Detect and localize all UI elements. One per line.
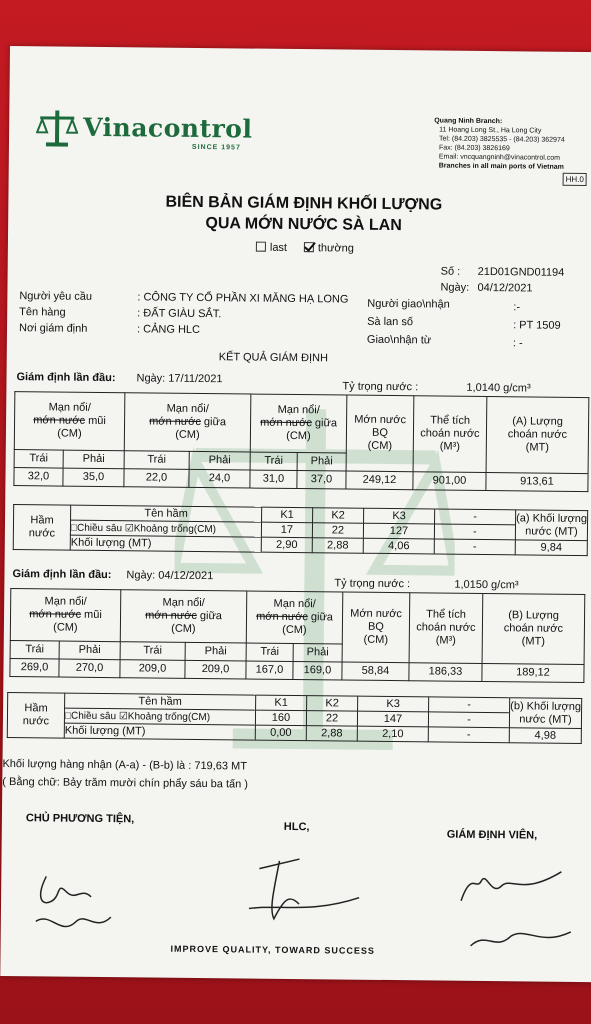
s1-left: Trái (124, 451, 189, 470)
tank2-k2: K2 (307, 696, 358, 712)
survey1-table (13, 391, 589, 492)
s1-value: 249,12 (346, 471, 413, 490)
tank1-mass: 2,90 (261, 537, 312, 553)
survey-place-value: : CẢNG HLC (136, 323, 201, 337)
s2-head-displacement: (B) Lượng choán nước (MT) (482, 593, 585, 664)
tank1-mass: 2,88 (312, 538, 363, 554)
option-last: last (256, 242, 287, 254)
survey1-heading: Giám định lần đầu: (16, 371, 116, 385)
tank2-depth-label: □Chiều sâu ☑Khoảng trống(CM) (64, 708, 255, 725)
s2-value: 209,0 (120, 660, 185, 679)
s2-head-bow: Mạn nổi/ mớn nước mũi (CM) (10, 589, 121, 642)
s1-value: 32,0 (14, 468, 63, 487)
s1-right: Phải (297, 453, 346, 472)
tank2-k3: K3 (358, 696, 429, 712)
s1-value: 901,00 (413, 472, 486, 491)
sign-owner-label: CHỦ PHƯƠNG TIỆN, (25, 812, 135, 826)
s2-value: 167,0 (246, 661, 293, 679)
tank2-result-label: (b) Khối lượng nước (MT) (509, 698, 581, 729)
owner-signature-icon (21, 866, 132, 947)
s2-right: Phải (59, 641, 120, 660)
branch-email: Email: vncquangninh@vinacontrol.com (438, 153, 561, 162)
vinacontrol-scales-icon (36, 108, 78, 148)
option-thuong: thường (304, 242, 354, 255)
tank2-depth: 22 (306, 711, 357, 727)
tank1-k1: K1 (262, 507, 313, 523)
tank1-tenham: Tên hầm (71, 505, 262, 522)
s2-right: Phải (293, 643, 342, 662)
tank1-result-label: (a) Khối lượng nước (MT) (515, 510, 587, 541)
tank2-result: 4,98 (509, 728, 581, 744)
survey1-date: Ngày: 17/11/2021 (136, 372, 223, 386)
branch-name: Quang Ninh Branch: (434, 117, 503, 126)
tank1-depth: 127 (363, 523, 434, 539)
s2-head-mean: Mớn nước BQ (CM) (342, 592, 410, 663)
document-page (0, 46, 591, 982)
s1-left: Trái (14, 450, 63, 469)
s2-value: 270,0 (59, 659, 120, 678)
tank2-mass: - (428, 727, 509, 743)
s2-right: Phải (185, 642, 246, 661)
sign-hlc-label: HLC, (283, 820, 310, 834)
s2-value: 169,0 (293, 661, 342, 680)
delivered-from-value: : - (512, 337, 523, 350)
document-title: BIÊN BẢN GIÁM ĐỊNH KHỐI LƯỢNG (165, 193, 443, 214)
last-checkbox[interactable] (256, 242, 266, 252)
requester-value: : CÔNG TY CỔ PHẦN XI MĂNG HẠ LONG (137, 291, 349, 306)
hlc-signature-icon (239, 848, 370, 929)
s1-value: 35,0 (63, 468, 124, 487)
tank2-ham: Hầm nước (7, 693, 64, 739)
s1-head-bow: Mạn nổi/ mớn nước mũi (CM) (14, 392, 125, 451)
s1-left: Trái (250, 452, 297, 470)
sign-surveyor-label: GIÁM ĐỊNH VIÊN, (446, 828, 538, 842)
form-code: HH.0 (563, 173, 587, 186)
survey2-density: 1,0150 g/cm³ (454, 578, 519, 592)
tank1-depth-label: □Chiều sâu ☑Khoảng trống(CM) (70, 520, 261, 537)
document-subtitle: QUA MỚN NƯỚC SÀ LAN (205, 215, 402, 235)
s2-head-mid: Mạn nổi/ mớn nước giữa (CM) (120, 590, 247, 643)
s1-head-mid: Mạn nổi/ mớn nước giữa (CM) (124, 393, 251, 452)
tank1-table: Hầm nước Tên hầm K1 K2 K3 - (a) Khối lượng nước (MT) □Chiều sâu ☑Khoảng trống(CM) 17 22 127 - Khối lượng (MT) 2,90 2,88 4,06 - 9,84 (13, 504, 588, 556)
tank2-mass-label: Khối lượng (MT) (64, 723, 255, 740)
tank1-mass: 4,06 (363, 538, 434, 554)
branch-network: Branches in all main ports of Vietnam (438, 162, 564, 171)
result-title: KẾT QUẢ GIÁM ĐỊNH (218, 351, 329, 365)
total-received: Khối lượng hàng nhận (A-a) - (B-b) là : 719,63 MT (2, 757, 248, 773)
tank1-result: 9,84 (515, 540, 587, 556)
s1-value: 31,0 (250, 470, 297, 488)
tank2-mass: 2,10 (357, 726, 428, 742)
goods-value: : ĐẤT GIÀU SẮT. (137, 307, 222, 321)
report-number: 21D01GND01194 (477, 265, 565, 279)
s2-head-volume: Thể tích choán nước (M³) (409, 593, 483, 664)
s2-head-stern: Mạn nổi/ mớn nước giữa (CM) (246, 591, 343, 644)
report-date: 04/12/2021 (477, 281, 533, 295)
s1-head-stern: Mạn nổi/ mớn nước giữa (CM) (250, 394, 347, 453)
tank2-table: Hầm nước Tên hầm K1 K2 K3 - (b) Khối lượng nước (MT) □Chiều sâu ☑Khoảng trống(CM) 160 22 147 - Khối lượng (MT) 0,00 2,88 2,10 - 4,98 (7, 692, 582, 744)
delivered-from-label: Giao\nhận từ (366, 333, 432, 347)
deliverer-label: Người giao\nhận (367, 297, 450, 311)
tank2-mass: 0,00 (255, 725, 306, 741)
report-date-label: Ngày: (440, 281, 470, 294)
branch-tel: Tel: (84.203) 3825535 - (84.203) 362974 (439, 135, 565, 144)
surveyor-signature-icon (440, 851, 581, 962)
tank1-k3: K3 (364, 508, 435, 524)
s1-head-displacement: (A) Lượng choán nước (MT) (486, 397, 589, 474)
s2-value: 209,0 (185, 660, 246, 679)
requester-label: Người yêu cầu (19, 290, 93, 303)
s2-left: Trái (10, 641, 59, 660)
survey1-density: 1,0140 g/cm³ (466, 381, 531, 395)
tank2-depth: 147 (357, 711, 428, 727)
tank2-depth: - (428, 712, 509, 728)
barge-label: Sà lan số (367, 315, 414, 329)
goods-label: Tên hàng (19, 306, 66, 319)
s1-value: 22,0 (124, 469, 189, 488)
logo-wordmark: Vinacontrol (83, 112, 253, 144)
survey-place-label: Nơi giám định (18, 322, 88, 335)
s1-value: 913,61 (486, 473, 588, 492)
s2-value: 189,12 (482, 663, 584, 682)
tank1-depth: - (434, 524, 515, 540)
report-number-label: Số : (440, 265, 461, 278)
tank1-ham: Hầm nước (13, 505, 70, 551)
s2-left: Trái (120, 642, 185, 661)
total-in-words: ( Bằng chữ: Bảy trăm mười chín phẩy sáu ba tấn ) (2, 775, 249, 791)
s1-head-mean: Mớn nước BQ (CM) (346, 395, 414, 472)
s1-value: 37,0 (297, 471, 346, 490)
survey2-heading: Giám định lần đầu: (12, 568, 112, 582)
survey2-table (9, 588, 585, 683)
tank1-mass-label: Khối lượng (MT) (70, 535, 261, 552)
s2-left: Trái (246, 643, 293, 661)
survey2-date: Ngày: 04/12/2021 (126, 569, 214, 583)
s2-value: 269,0 (10, 659, 59, 678)
tank1-depth: 22 (312, 523, 363, 539)
tank1-k2: K2 (313, 508, 364, 524)
s1-right: Phải (63, 450, 124, 469)
barge-value: : PT 1509 (513, 319, 561, 332)
tank2-tenham: Tên hầm (65, 693, 256, 710)
tank1-depth: 17 (261, 522, 312, 538)
s1-right: Phải (189, 451, 250, 470)
survey2-density-label: Tỷ trọng nước : (334, 577, 411, 591)
tank2-k1: K1 (256, 695, 307, 711)
tank1-mass: - (434, 539, 515, 555)
logo-since: SINCE 1957 (191, 143, 241, 152)
footer-slogan: IMPROVE QUALITY, TOWARD SUCCESS (170, 943, 375, 956)
deliverer-value: :- (513, 301, 521, 314)
s2-value: 58,84 (342, 662, 409, 681)
tank2-mass: 2,88 (306, 726, 357, 742)
branch-fax: Fax: (84.203) 3826169 (438, 144, 510, 153)
thuong-checkbox[interactable] (304, 242, 314, 252)
s1-head-volume: Thể tích choán nước (M³) (413, 396, 487, 473)
s1-value: 24,0 (189, 469, 250, 488)
branch-address: 11 Hoang Long St., Ha Long City (439, 126, 542, 135)
tank2-depth: 160 (255, 710, 306, 726)
s2-value: 186,33 (409, 663, 482, 682)
survey1-density-label: Tỷ trọng nước : (342, 380, 419, 394)
